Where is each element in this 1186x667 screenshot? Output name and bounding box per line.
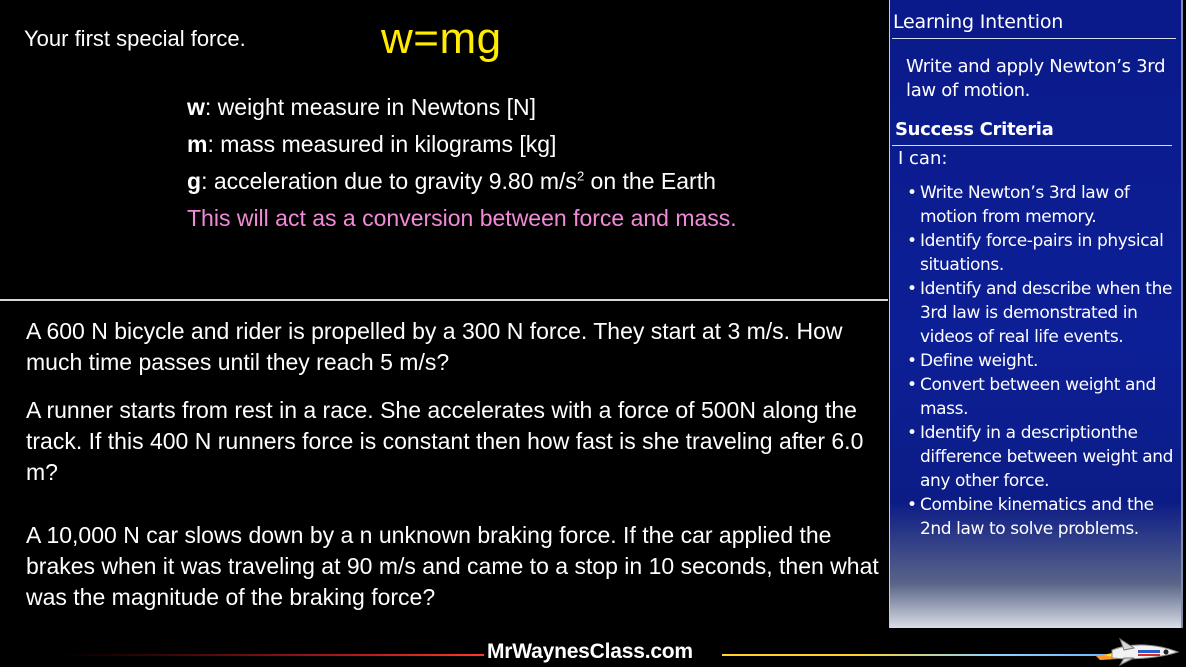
- panel-divider: [892, 38, 1176, 39]
- learning-panel: [889, 0, 1183, 628]
- learning-intention-title: Learning Intention: [893, 11, 1064, 33]
- success-criteria-list: [906, 181, 1178, 541]
- conversion-note: This will act as a conversion between force and mass.: [187, 205, 737, 231]
- problem-2: A runner starts from rest in a race. She accelerates with a force of 500N along the track. If this 400 N runners force is constant then how fast is she traveling after 6.0 m?: [26, 397, 864, 485]
- section-divider: [0, 299, 888, 301]
- definition-g: [187, 168, 716, 195]
- footer-site-name: MrWaynesClass.com: [487, 640, 693, 663]
- success-criteria-title: Success Criteria: [895, 119, 1054, 140]
- definition-g-text-end: on the Earth: [584, 168, 716, 194]
- definition-g-exponent: 2: [576, 168, 585, 184]
- problem-1: A 600 N bicycle and rider is propelled by a 300 N force. They start at 3 m/s. How much time passes until they reach 5 m/s?: [26, 318, 843, 375]
- definition-g-text: : acceleration due to gravity 9.80 m/s: [201, 168, 577, 194]
- criteria-item: • Define weight.: [906, 349, 1178, 373]
- rocket-icon: [1094, 636, 1180, 666]
- footer-line-left: [60, 654, 484, 656]
- definition-m-symbol: m: [187, 131, 208, 157]
- problem-3: A 10,000 N car slows down by a n unknown braking force. If the car applied the brakes when it was traveling at 90 m/s and came to a stop in 10 seconds, then what was the magnitude of the braking force?: [26, 522, 879, 610]
- definition-g-symbol: g: [187, 168, 202, 194]
- definition-w-text: : weight measure in Newtons [N]: [204, 94, 536, 120]
- criteria-divider: [892, 145, 1172, 146]
- criteria-item: • Identify and describe when the 3rd law is demonstrated in videos of real life events.: [906, 277, 1178, 349]
- formula-heading: w=mg: [381, 14, 502, 63]
- criteria-item: • Write Newton’s 3rd law of motion from memory.: [906, 181, 1178, 229]
- learning-intention-text: Write and apply Newton’s 3rd law of motion.: [906, 56, 1166, 101]
- definition-m: [187, 131, 556, 158]
- intro-text: Your first special force.: [24, 26, 246, 51]
- definition-m-text: : mass measured in kilograms [kg]: [207, 131, 557, 157]
- criteria-item: • Identify force-pairs in physical situations.: [906, 229, 1178, 277]
- definition-w-symbol: w: [187, 94, 205, 120]
- i-can-label: I can:: [898, 148, 948, 169]
- footer-line-right: [722, 654, 1106, 656]
- definition-w: [187, 94, 536, 121]
- criteria-item: • Combine kinematics and the 2nd law to solve problems.: [906, 493, 1178, 541]
- criteria-item: • Identify in a descriptionthe difference between weight and any other force.: [906, 421, 1178, 493]
- criteria-item: • Convert between weight and mass.: [906, 373, 1178, 421]
